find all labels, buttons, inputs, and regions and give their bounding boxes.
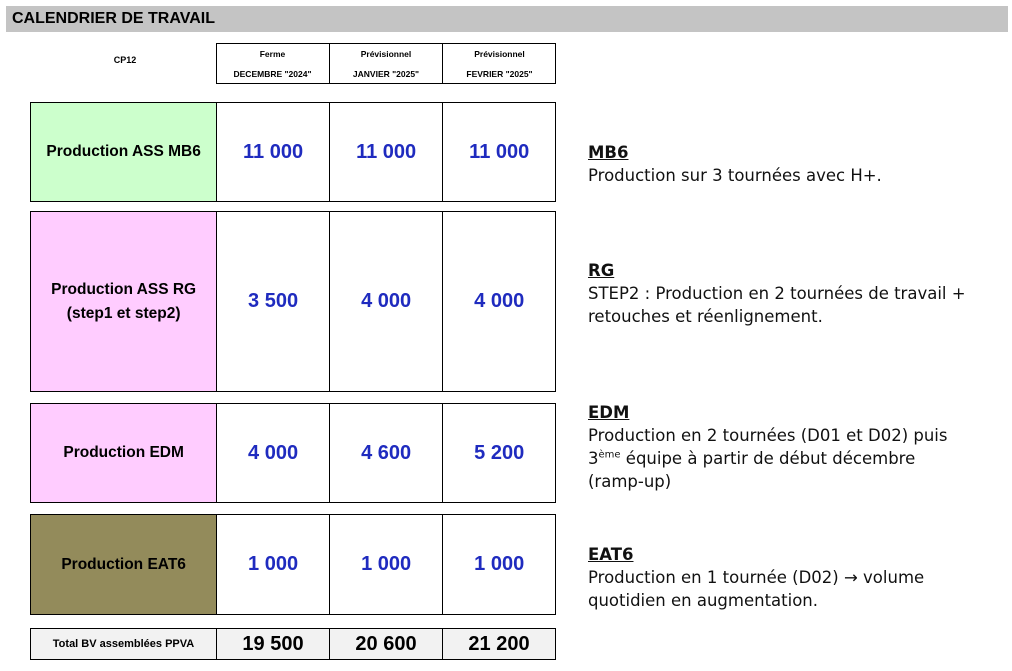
- row-label-mb6: [31, 103, 217, 201]
- note-eat6: [588, 543, 924, 612]
- table-row-mb6: [30, 102, 556, 202]
- value-cell: 11 000: [442, 103, 555, 201]
- note-line: Production sur 3 tournées avec H+.: [588, 166, 882, 185]
- value-cell: 1 000: [248, 553, 299, 575]
- note-line-rest: équipe à partir de début décembre: [620, 449, 916, 468]
- total-value: 20 600: [329, 628, 443, 660]
- total-value: 21 200: [442, 628, 556, 660]
- header-col-status: Prévisionnel: [360, 48, 412, 59]
- note-line: Production en 1 tournée (D02) → volume: [588, 568, 925, 587]
- row-label-text: Production ASS RG: [51, 280, 197, 298]
- header-col-january: [329, 43, 442, 84]
- header-col-february: [442, 43, 556, 84]
- header-col-month: JANVIER "2025": [352, 68, 420, 79]
- value-cell: 1 000: [329, 515, 443, 614]
- note-heading: RG: [588, 261, 615, 280]
- value-cell: 4 000: [248, 441, 299, 464]
- note-line: Production en 2 tournées (D01 et D02) puis: [588, 426, 948, 445]
- header-col-status: Ferme: [259, 48, 286, 59]
- value-cell: 1 000: [442, 515, 555, 614]
- row-label-eat6: [31, 515, 217, 614]
- row-label-text: Production EAT6: [61, 555, 186, 573]
- note-heading: MB6: [588, 143, 629, 162]
- note-line: retouches et réenlignement.: [588, 307, 823, 326]
- value-cell: 11 000: [243, 140, 304, 163]
- note-edm: [588, 401, 948, 493]
- value-cell: 11 000: [329, 103, 443, 201]
- page-title: CALENDRIER DE TRAVAIL: [12, 10, 215, 27]
- row-label-rg: [31, 212, 217, 391]
- value-cell: 4 600: [329, 404, 443, 502]
- table-row-rg: [30, 211, 556, 392]
- value-cell: 4 000: [329, 212, 443, 391]
- total-label: Total BV assemblées PPVA: [30, 628, 217, 660]
- value-cell: 4 000: [442, 212, 555, 391]
- note-rg: [588, 259, 966, 328]
- title-bar: [6, 6, 1008, 32]
- table-row-edm: [30, 403, 556, 503]
- row-label-edm: [31, 404, 217, 502]
- note-heading: EDM: [588, 403, 630, 422]
- header-col-month: DECEMBRE "2024": [233, 68, 312, 79]
- corner-label: CP12: [113, 55, 137, 65]
- total-value: 19 500: [216, 628, 330, 660]
- row-label-text: Production EDM: [63, 444, 184, 461]
- note-ordinal-suffix: ème: [598, 449, 621, 461]
- note-mb6: [588, 141, 882, 187]
- note-heading: EAT6: [588, 545, 634, 564]
- note-line: [588, 447, 948, 470]
- note-ordinal: 3: [588, 449, 599, 468]
- header-col-december: [216, 43, 329, 84]
- value-cell: 3 500: [248, 290, 299, 312]
- table-row-eat6: [30, 514, 556, 615]
- value-cell: 5 200: [442, 404, 555, 502]
- header-col-status: Prévisionnel: [474, 48, 525, 59]
- note-line: STEP2 : Production en 2 tournées de travail +: [588, 284, 966, 303]
- row-label-subtext: (step1 et step2): [66, 304, 181, 322]
- header-col-month: FEVRIER "2025": [466, 68, 533, 79]
- row-label-text: Production ASS MB6: [46, 143, 201, 160]
- note-line: (ramp-up): [588, 472, 672, 491]
- note-line: quotidien en augmentation.: [588, 591, 819, 610]
